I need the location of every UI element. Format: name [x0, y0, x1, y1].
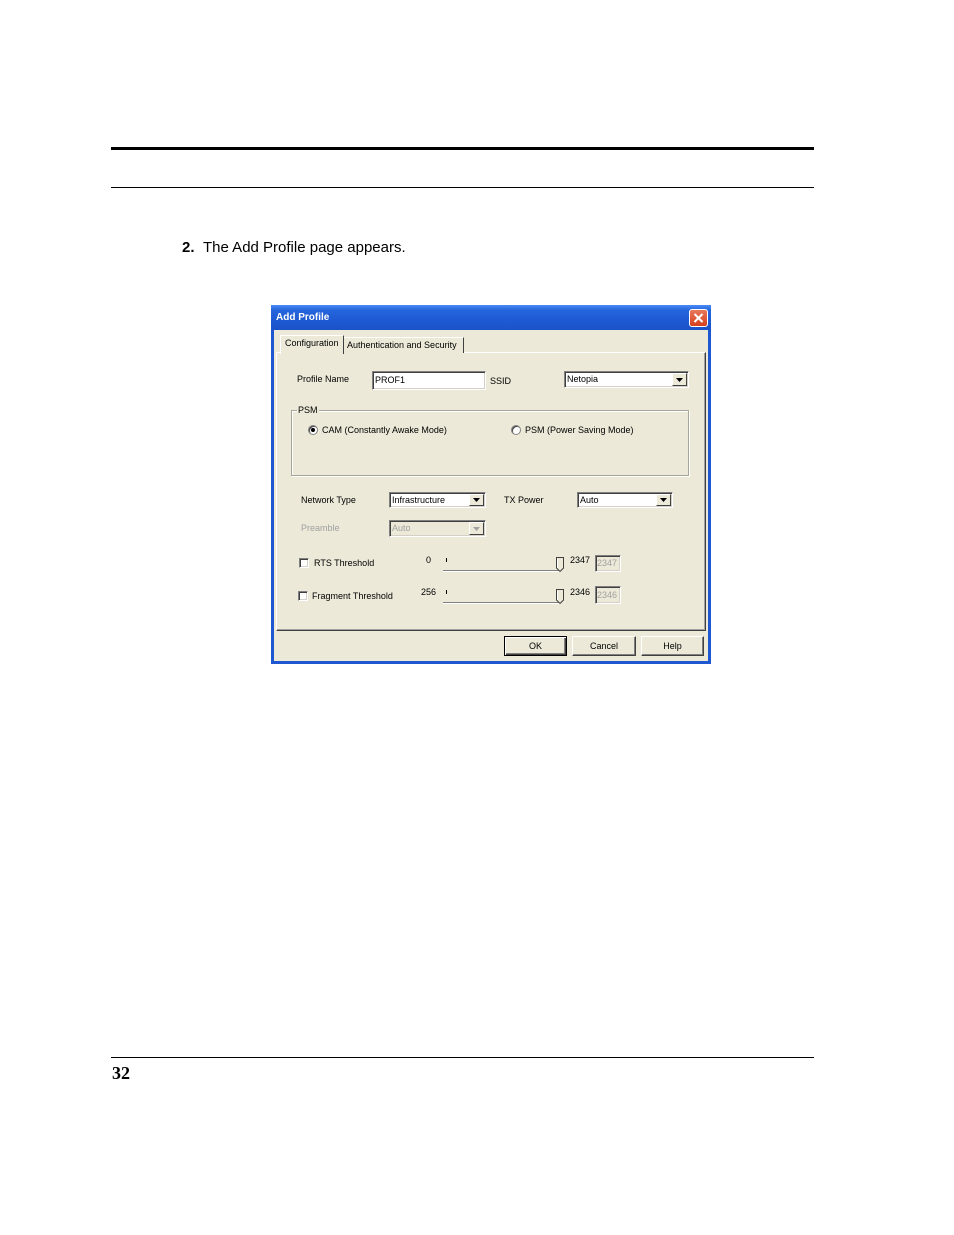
ssid-select[interactable]	[564, 371, 689, 388]
fragment-threshold-value: 2346	[597, 590, 618, 600]
close-button[interactable]	[689, 309, 708, 327]
network-type-select[interactable]	[389, 492, 486, 508]
slider-tick	[446, 558, 447, 562]
ssid-dropdown-button[interactable]	[672, 373, 687, 386]
cam-radio[interactable]	[308, 425, 318, 435]
psm-group-box	[291, 410, 689, 476]
step-text: The Add Profile page appears.	[203, 239, 406, 256]
profile-name-value: PROF1	[375, 375, 406, 385]
title-bar[interactable]	[271, 305, 711, 330]
fragment-threshold-slider[interactable]	[443, 587, 560, 607]
profile-name-input[interactable]	[372, 371, 486, 390]
rts-threshold-checkbox[interactable]	[299, 558, 309, 568]
slider-track[interactable]	[443, 602, 560, 604]
tab-authentication-security-label: Authentication and Security	[347, 340, 457, 350]
slider-thumb-icon[interactable]	[556, 589, 564, 604]
network-type-value: Infrastructure	[392, 495, 446, 505]
cam-radio-label[interactable]: CAM (Constantly Awake Mode)	[322, 425, 447, 435]
footer-rule	[111, 1057, 814, 1058]
preamble-select	[389, 520, 486, 537]
rts-threshold-max: 2347	[570, 555, 591, 565]
psm-radio[interactable]	[511, 425, 521, 435]
rts-threshold-slider[interactable]	[443, 555, 560, 575]
header-rule-thick	[111, 147, 814, 150]
slider-tick	[446, 590, 447, 594]
tx-power-select[interactable]	[577, 492, 673, 508]
fragment-threshold-checkbox[interactable]	[298, 591, 308, 601]
dropdown-arrow-icon	[473, 527, 480, 531]
dropdown-arrow-icon	[473, 498, 480, 502]
tx-power-value: Auto	[580, 495, 599, 505]
tab-configuration[interactable]	[280, 335, 344, 354]
rts-threshold-value-box	[595, 555, 621, 572]
close-icon	[693, 313, 704, 323]
step-instruction	[182, 239, 406, 256]
help-button[interactable]: Help	[641, 636, 704, 656]
cancel-button[interactable]: Cancel	[572, 636, 636, 656]
ssid-value: Netopia	[567, 374, 599, 384]
fragment-threshold-label[interactable]: Fragment Threshold	[312, 591, 393, 601]
tx-power-label: TX Power	[504, 495, 544, 505]
tab-configuration-label: Configuration	[285, 338, 339, 348]
tab-authentication-security[interactable]	[344, 337, 464, 353]
ok-button[interactable]: OK	[504, 636, 567, 656]
psm-radio-label[interactable]: PSM (Power Saving Mode)	[525, 425, 634, 435]
page-number: 32	[112, 1063, 130, 1083]
tx-power-dropdown-button[interactable]	[656, 494, 671, 506]
dropdown-arrow-icon	[660, 498, 667, 502]
network-type-label: Network Type	[301, 495, 356, 505]
psm-group-label: PSM	[298, 405, 318, 415]
network-type-dropdown-button[interactable]	[469, 494, 484, 506]
profile-name-label: Profile Name	[297, 374, 350, 384]
ssid-label: SSID	[490, 376, 512, 386]
step-number: 2.	[182, 239, 195, 256]
slider-thumb-icon[interactable]	[556, 557, 564, 572]
fragment-threshold-value-box	[595, 586, 621, 604]
rts-threshold-label[interactable]: RTS Threshold	[314, 558, 375, 568]
preamble-dropdown-button	[469, 522, 484, 535]
dialog-title: Add Profile	[276, 312, 330, 323]
add-profile-dialog	[271, 305, 711, 664]
preamble-value: Auto	[392, 523, 411, 533]
rts-threshold-min: 0	[426, 555, 432, 565]
dropdown-arrow-icon	[676, 378, 683, 382]
preamble-label: Preamble	[301, 523, 340, 533]
header-rule-thin	[111, 187, 814, 188]
fragment-threshold-min: 256	[421, 587, 437, 597]
rts-threshold-value: 2347	[597, 558, 618, 568]
fragment-threshold-max: 2346	[570, 587, 591, 597]
slider-track[interactable]	[443, 570, 560, 572]
